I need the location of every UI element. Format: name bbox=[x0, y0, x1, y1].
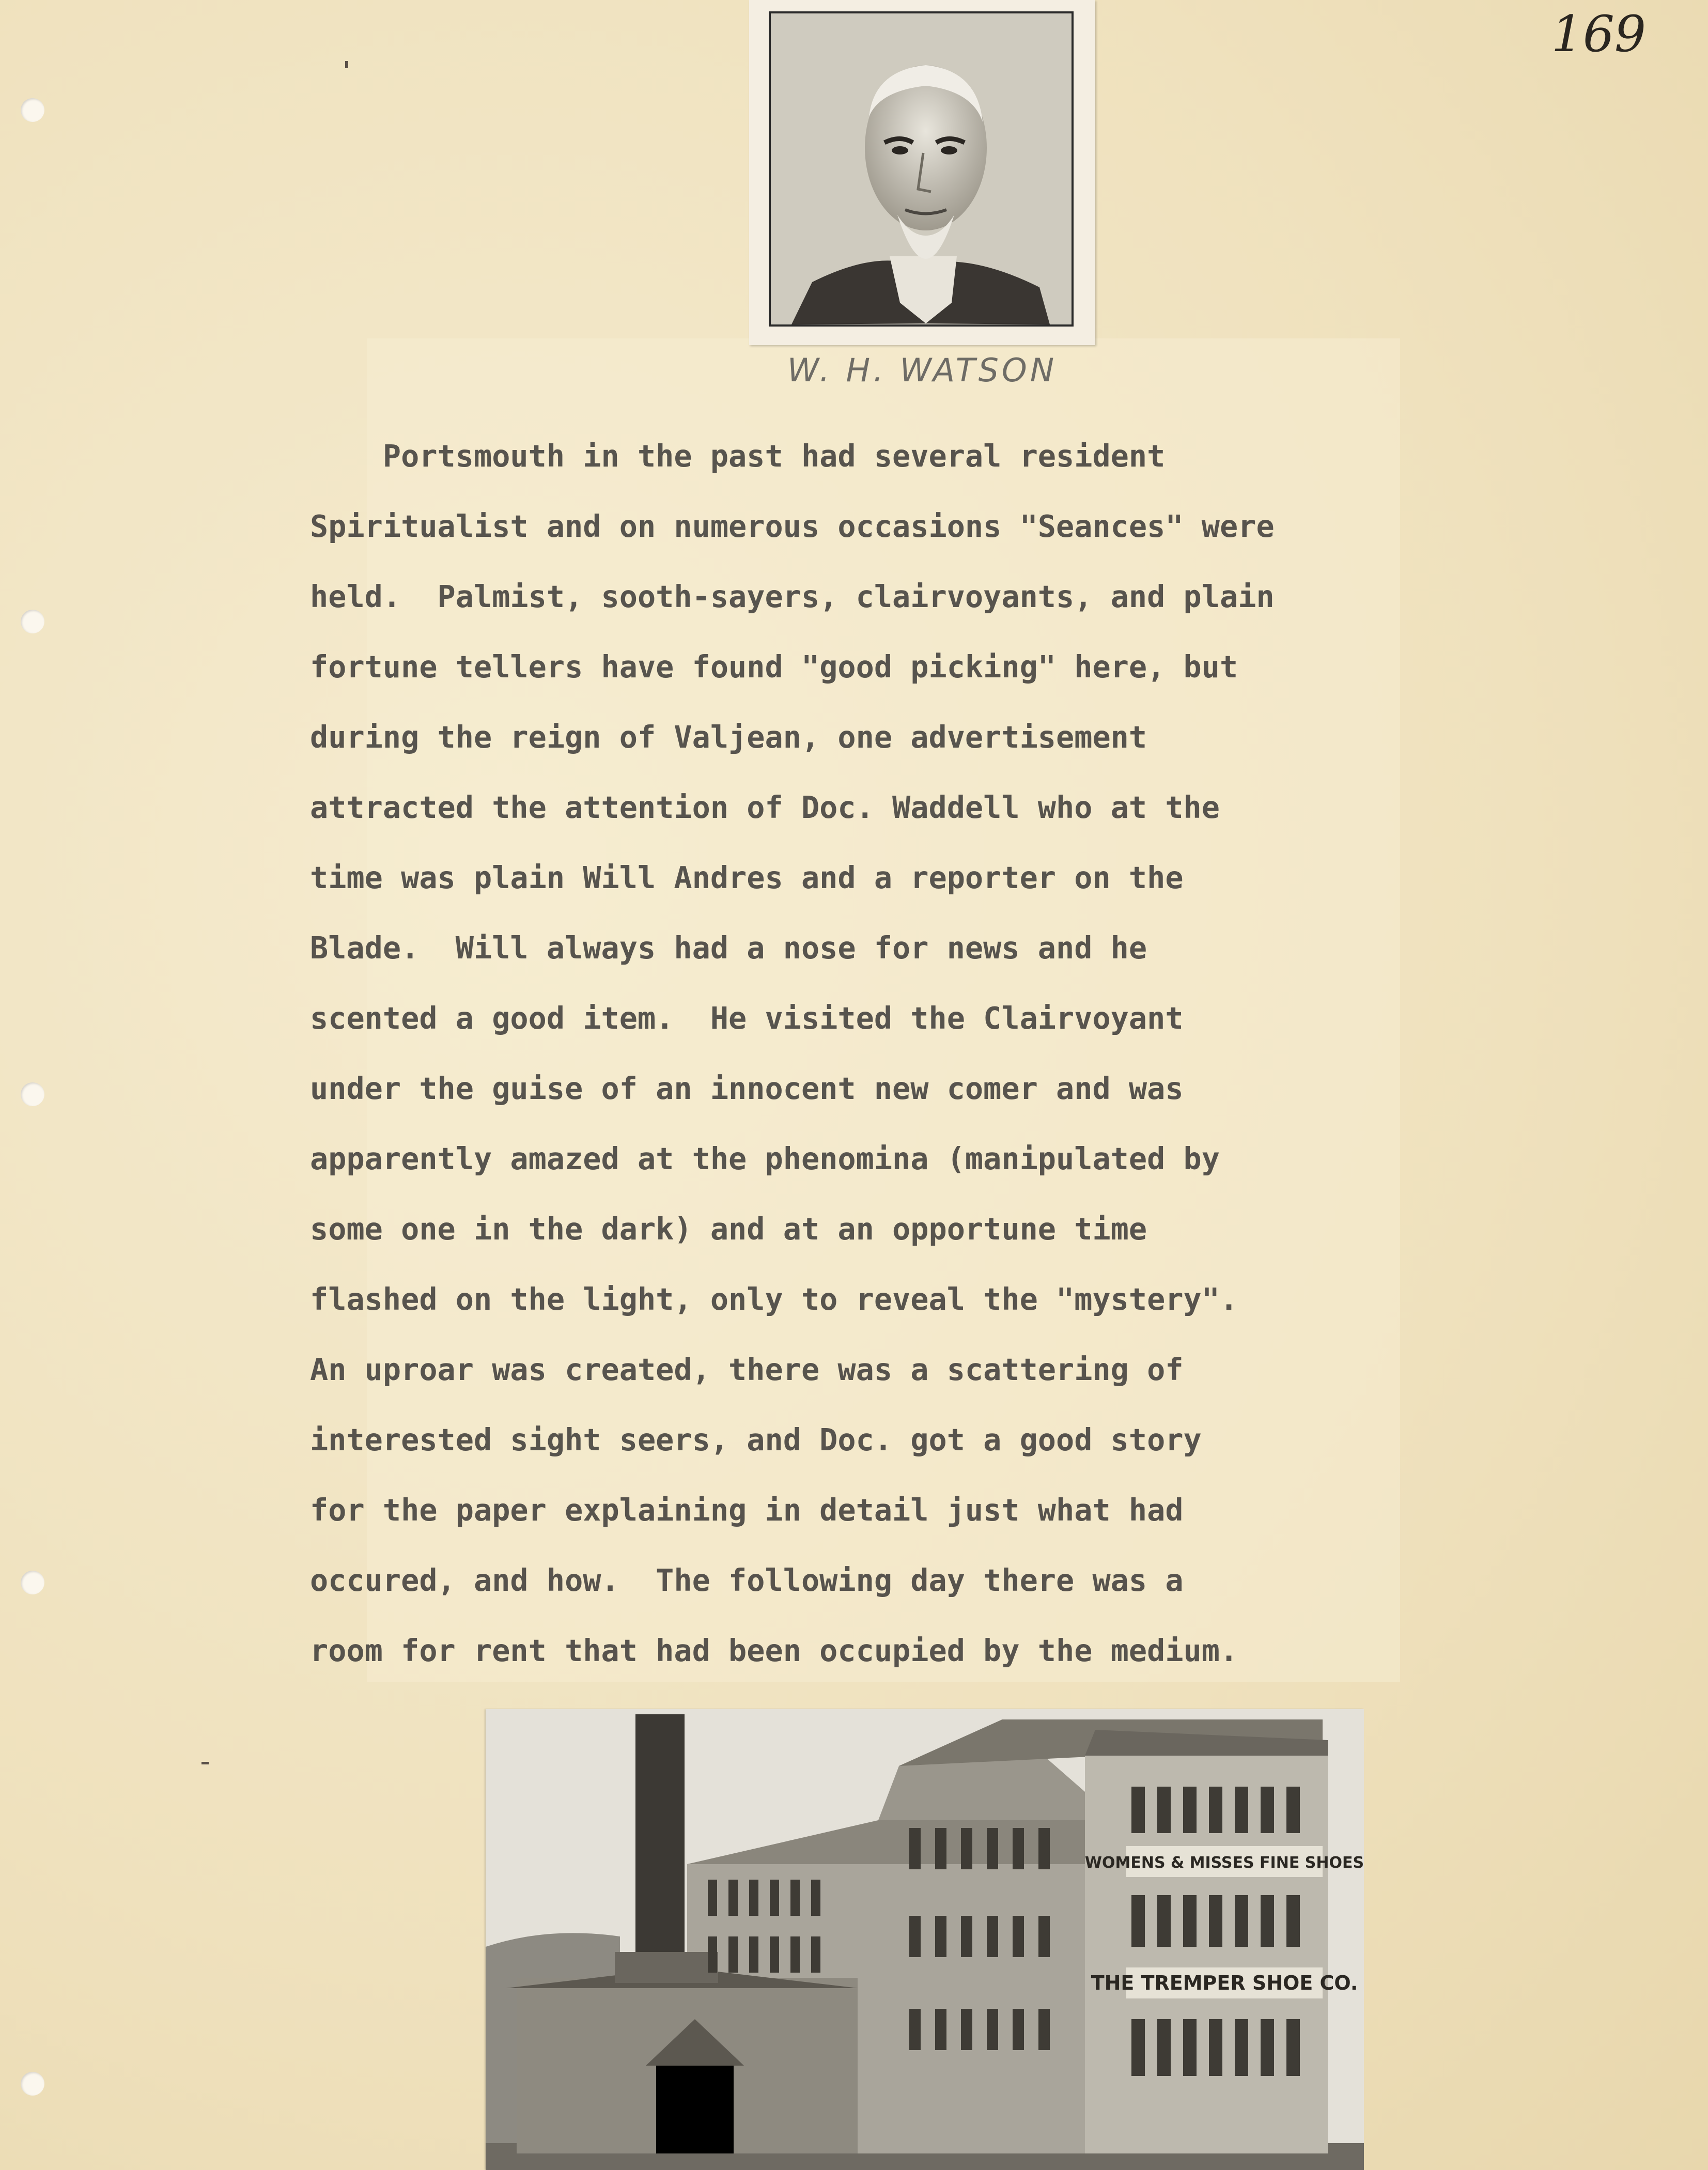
stray-mark bbox=[345, 61, 348, 68]
portrait-photo bbox=[749, 0, 1095, 345]
factory-sign-upper: WOMENS & MISSES FINE SHOES bbox=[1084, 1854, 1364, 1872]
factory-photo bbox=[486, 1709, 1364, 2170]
portrait-caption: W. H. WATSON bbox=[787, 351, 1058, 389]
text-line: Blade. Will always had a nose for news and he bbox=[310, 931, 1147, 966]
punch-hole bbox=[21, 610, 44, 633]
text-line: time was plain Will Andres and a reporter on the bbox=[310, 860, 1184, 895]
text-line: under the guise of an innocent new comer and was bbox=[310, 1071, 1184, 1106]
text-line: Spiritualist and on numerous occasions "Seances" were bbox=[310, 509, 1275, 544]
text-line: during the reign of Valjean, one advertisement bbox=[310, 720, 1147, 755]
text-line: for the paper explaining in detail just what had bbox=[310, 1493, 1184, 1528]
punch-hole bbox=[21, 98, 44, 122]
text-line: occured, and how. The following day there was a bbox=[310, 1563, 1184, 1598]
text-line: scented a good item. He visited the Clairvoyant bbox=[310, 1001, 1184, 1036]
typewritten-text bbox=[310, 421, 1436, 1686]
text-line: room for rent that had been occupied by the medium. bbox=[310, 1633, 1238, 1668]
portrait-illustration bbox=[771, 13, 1072, 324]
punch-hole bbox=[21, 2072, 44, 2096]
punch-hole bbox=[21, 1082, 44, 1106]
portrait-image bbox=[769, 11, 1074, 327]
text-line: interested sight seers, and Doc. got a good story bbox=[310, 1422, 1202, 1458]
text-line: Portsmouth in the past had several resident bbox=[310, 439, 1166, 474]
text-line: some one in the dark) and at an opportune time bbox=[310, 1212, 1147, 1247]
text-line: apparently amazed at the phenomina (manipulated by bbox=[310, 1141, 1220, 1176]
stray-mark bbox=[201, 1762, 209, 1764]
text-line: held. Palmist, sooth-sayers, clairvoyants, and plain bbox=[310, 579, 1275, 614]
page-number: 169 bbox=[1551, 5, 1646, 63]
punch-hole bbox=[21, 1571, 44, 1594]
text-line: attracted the attention of Doc. Waddell who at the bbox=[310, 790, 1220, 825]
text-line: flashed on the light, only to reveal the "mystery". bbox=[310, 1282, 1238, 1317]
text-line: An uproar was created, there was a scattering of bbox=[310, 1352, 1184, 1387]
text-line: fortune tellers have found "good picking" here, but bbox=[310, 649, 1238, 685]
factory-illustration bbox=[486, 1709, 1364, 2170]
factory-sign-lower: THE TREMPER SHOE CO. bbox=[1091, 1972, 1358, 1994]
